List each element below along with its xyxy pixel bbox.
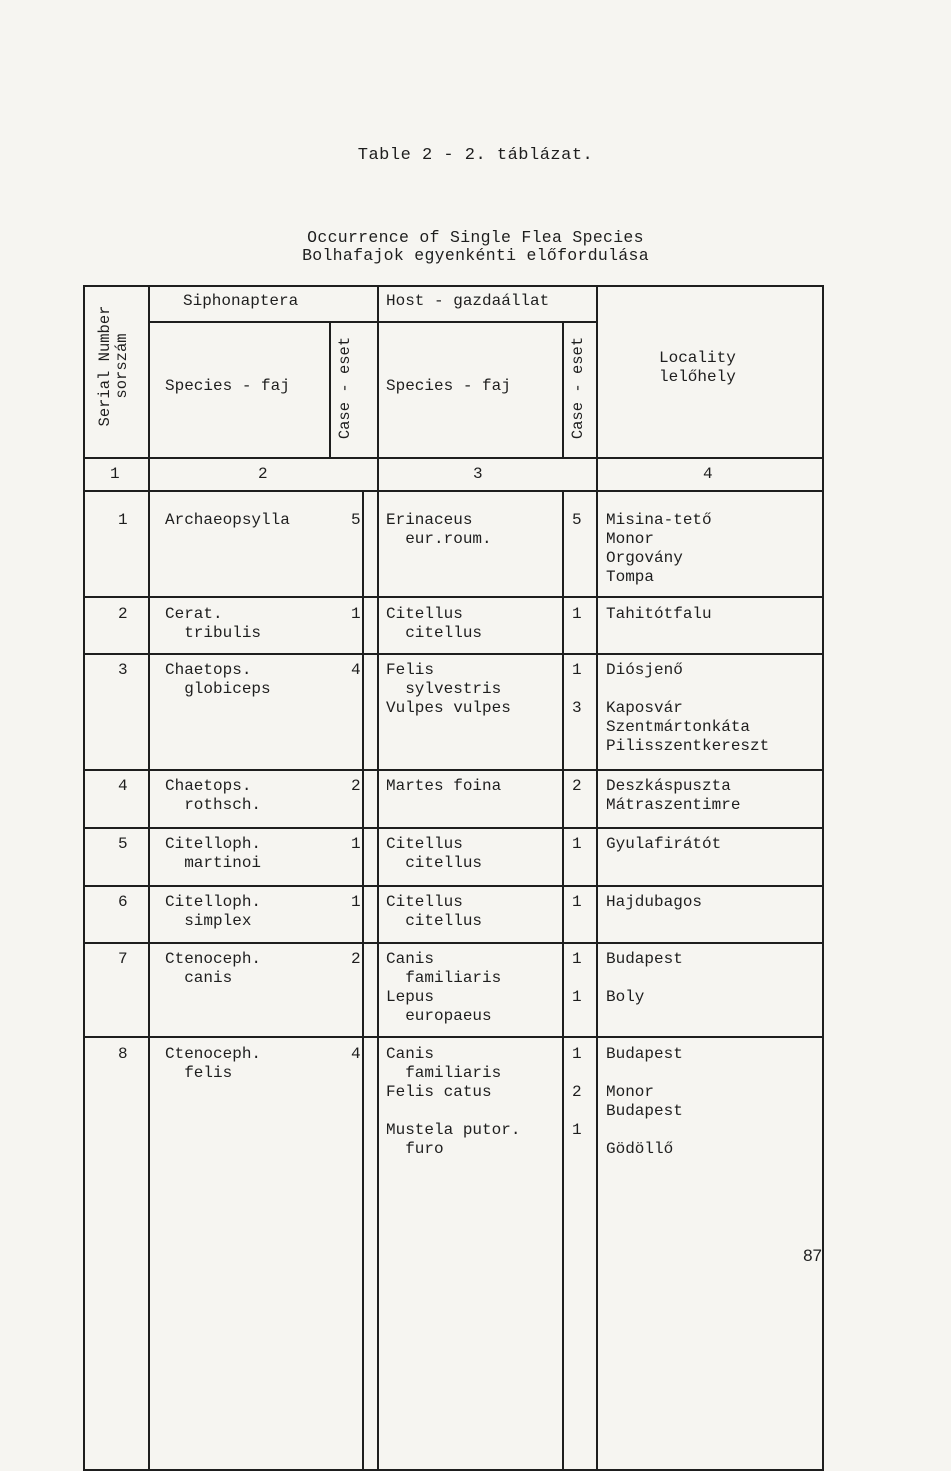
flea-species: Chaetops. globiceps <box>165 661 271 698</box>
header-host: Host - gazdaállat <box>386 292 550 310</box>
header-flea-species: Species - faj <box>165 377 290 395</box>
row-divider <box>83 653 824 655</box>
row-divider <box>83 827 824 829</box>
column-divider <box>562 490 564 1469</box>
locality: Hajdubagos <box>606 893 703 911</box>
flea-species: Citelloph. simplex <box>165 893 262 930</box>
column-number: 2 <box>258 465 268 483</box>
locality: Misina-tető Monor Orgovány Tompa <box>606 511 712 586</box>
flea-species: Chaetops. rothsch. <box>165 777 262 814</box>
row-divider <box>83 885 824 887</box>
locality: Budapest Monor Budapest Gödöllő <box>606 1045 683 1158</box>
column-divider <box>362 490 364 1469</box>
flea-case-count: 4 <box>351 1045 361 1063</box>
column-divider <box>596 285 598 1469</box>
header-divider <box>148 321 596 323</box>
flea-species: Archaeopsylla <box>165 511 290 529</box>
locality: Diósjenő Kaposvár Szentmártonkáta Pilisszentkereszt <box>606 661 770 755</box>
subtitle-english: Occurrence of Single Flea Species <box>307 228 644 247</box>
row-number: 2 <box>118 605 128 623</box>
row-divider <box>83 769 824 771</box>
subtitle-hungarian: Bolhafajok egyenkénti előfordulása <box>302 246 649 265</box>
host-species: Felis sylvestris Vulpes vulpes <box>386 661 511 717</box>
flea-case-count: 1 <box>351 835 361 853</box>
row-number: 8 <box>118 1045 128 1063</box>
header-serial-number: Serial Number sorszám <box>96 305 131 427</box>
row-number: 3 <box>118 661 128 679</box>
host-species: Canis familiaris Felis catus Mustela putor. furo <box>386 1045 521 1158</box>
flea-case-count: 5 <box>351 511 361 529</box>
page-title: Table 2 - 2. táblázat. <box>357 146 594 165</box>
column-divider <box>377 285 379 1469</box>
row-divider <box>83 596 824 598</box>
table-border-right <box>822 285 824 1469</box>
host-case-count: 1 3 <box>572 661 582 717</box>
row-number: 7 <box>118 950 128 968</box>
row-divider <box>83 490 824 492</box>
locality: Tahitótfalu <box>606 605 712 623</box>
host-case-count: 1 <box>572 605 582 623</box>
host-case-count: 1 <box>572 893 582 911</box>
row-divider <box>83 1036 824 1038</box>
host-species: Martes foina <box>386 777 502 795</box>
host-species: Canis familiaris Lepus europaeus <box>386 950 502 1025</box>
row-number: 4 <box>118 777 128 795</box>
header-host-case: Case - eset <box>569 336 587 440</box>
host-case-count: 5 <box>572 511 582 529</box>
row-number: 5 <box>118 835 128 853</box>
page-number: 87 <box>803 1246 822 1265</box>
host-case-count: 2 <box>572 777 582 795</box>
column-divider <box>562 321 564 457</box>
flea-species: Cerat. tribulis <box>165 605 262 642</box>
header-siphonaptera: Siphonaptera <box>183 292 299 310</box>
table-border-left <box>83 285 85 1469</box>
row-number: 6 <box>118 893 128 911</box>
flea-case-count: 1 <box>351 605 361 623</box>
host-species: Erinaceus eur.roum. <box>386 511 492 548</box>
flea-case-count: 4 <box>351 661 361 679</box>
host-case-count: 1 <box>572 835 582 853</box>
flea-case-count: 2 <box>351 950 361 968</box>
header-flea-case: Case - eset <box>336 336 354 440</box>
flea-species-table <box>83 285 824 1469</box>
host-case-count: 1 2 1 <box>572 1045 582 1139</box>
column-number: 1 <box>110 465 120 483</box>
host-species: Citellus citellus <box>386 893 483 930</box>
header-host-species: Species - faj <box>386 377 511 395</box>
column-divider <box>329 321 331 457</box>
locality: Deszkáspuszta Mátraszentimre <box>606 777 741 814</box>
row-number: 1 <box>118 511 128 529</box>
host-species: Citellus citellus <box>386 605 483 642</box>
host-species: Citellus citellus <box>386 835 483 872</box>
host-case-count: 1 1 <box>572 950 582 1006</box>
flea-species: Ctenoceph. canis <box>165 950 262 987</box>
row-divider <box>83 457 824 459</box>
locality: Budapest Boly <box>606 950 683 1006</box>
column-divider <box>148 285 150 1469</box>
header-locality: Locality lelőhely <box>659 349 736 386</box>
flea-case-count: 1 <box>351 893 361 911</box>
column-number: 3 <box>473 465 483 483</box>
column-number: 4 <box>703 465 713 483</box>
flea-species: Citelloph. martinoi <box>165 835 262 872</box>
locality: Gyulafirátót <box>606 835 722 853</box>
table-border-top <box>83 285 824 287</box>
row-divider <box>83 942 824 944</box>
flea-case-count: 2 <box>351 777 361 795</box>
flea-species: Ctenoceph. felis <box>165 1045 262 1082</box>
